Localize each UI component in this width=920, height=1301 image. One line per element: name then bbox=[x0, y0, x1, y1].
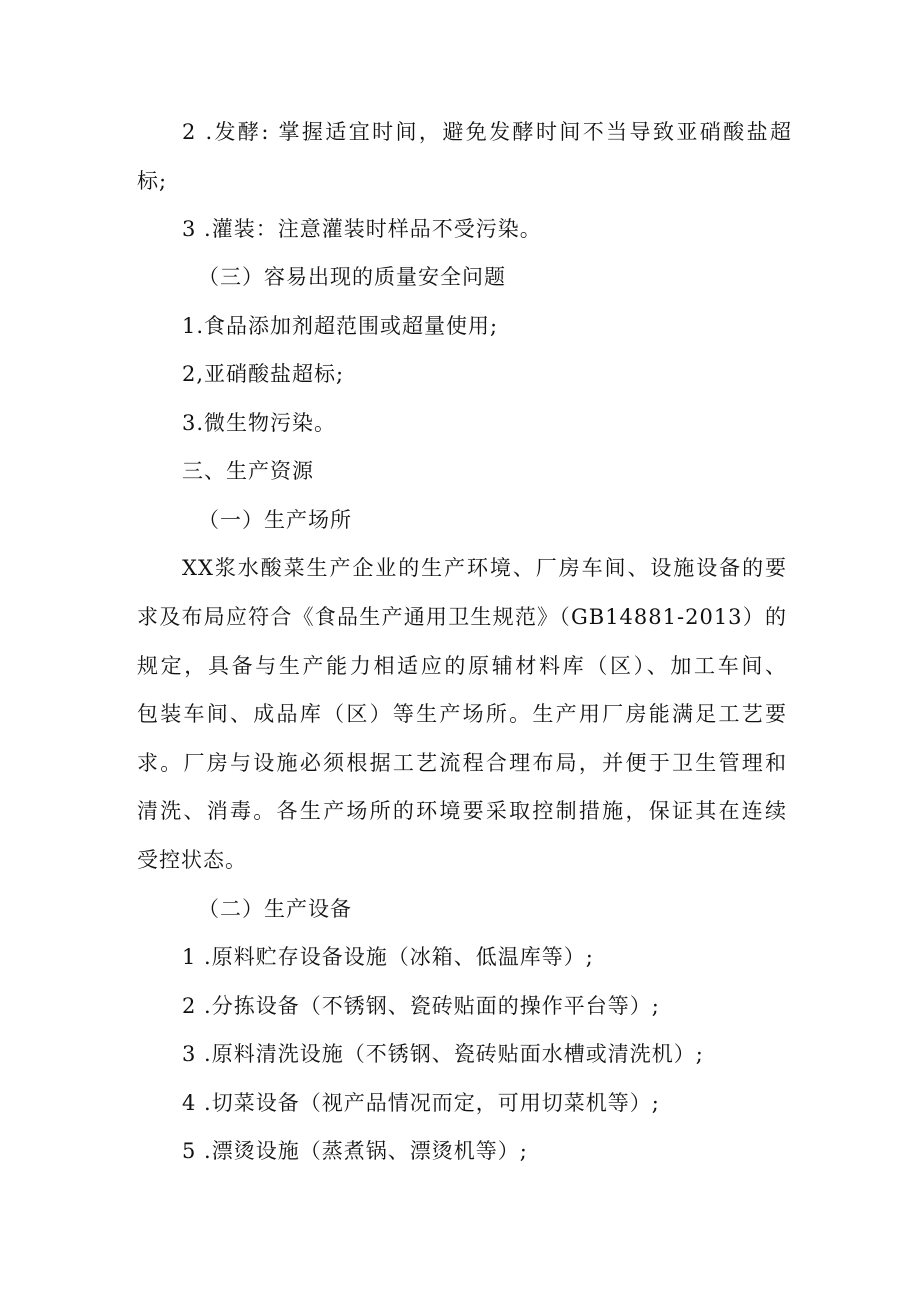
subsection-heading-production-site: （一）生产场所 bbox=[198, 508, 352, 532]
section-heading-quality-issues: （三）容易出现的质量安全问题 bbox=[198, 265, 506, 289]
text-line-fermentation-cont: 标; bbox=[137, 169, 168, 193]
text-line-fermentation: 2 .发酵: 掌握适宜时间，避免发酵时间不当导致亚硝酸盐超 bbox=[182, 120, 792, 144]
list-item-cutting: 4 .切菜设备（视产品情况而定，可用切菜机等）; bbox=[182, 1091, 660, 1115]
paragraph-line-6: 清洗、消毒。各生产场所的环境要采取控制措施，保证其在连续 bbox=[137, 799, 787, 823]
paragraph-line-5: 求。厂房与设施必须根据工艺流程合理布局，并便于卫生管理和 bbox=[137, 751, 787, 775]
paragraph-line-2: 求及布局应符合《食品生产通用卫生规范》（GB14881-2013）的 bbox=[137, 605, 787, 629]
list-item-cleaning: 3 .原料清洗设施（不锈钢、瓷砖贴面水槽或清洗机）; bbox=[182, 1042, 704, 1066]
paragraph-line-7: 受控状态。 bbox=[137, 848, 247, 872]
list-item-microbial: 3.微生物污染。 bbox=[182, 411, 337, 435]
text-line-filling: 3 .灌装：注意灌装时样品不受污染。 bbox=[182, 217, 542, 241]
list-item-sorting: 2 .分拣设备（不锈钢、瓷砖贴面的操作平台等）; bbox=[182, 994, 660, 1018]
section-heading-production-resources: 三、生产资源 bbox=[182, 459, 314, 483]
list-item-storage: 1 .原料贮存设备设施（冰箱、低温库等）; bbox=[182, 945, 594, 969]
paragraph-line-3: 规定，具备与生产能力相适应的原辅材料库（区）、加工车间、 bbox=[137, 654, 787, 678]
paragraph-line-1: XX浆水酸菜生产企业的生产环境、厂房车间、设施设备的要 bbox=[182, 556, 787, 580]
paragraph-line-4: 包装车间、成品库（区）等生产场所。生产用厂房能满足工艺要 bbox=[137, 702, 787, 726]
list-item-additives: 1.食品添加剂超范围或超量使用; bbox=[182, 314, 499, 338]
list-item-blanching: 5 .漂烫设施（蒸煮锅、漂烫机等）; bbox=[182, 1139, 528, 1163]
list-item-nitrite: 2,亚硝酸盐超标; bbox=[182, 362, 345, 386]
subsection-heading-production-equipment: （二）生产设备 bbox=[198, 897, 352, 921]
